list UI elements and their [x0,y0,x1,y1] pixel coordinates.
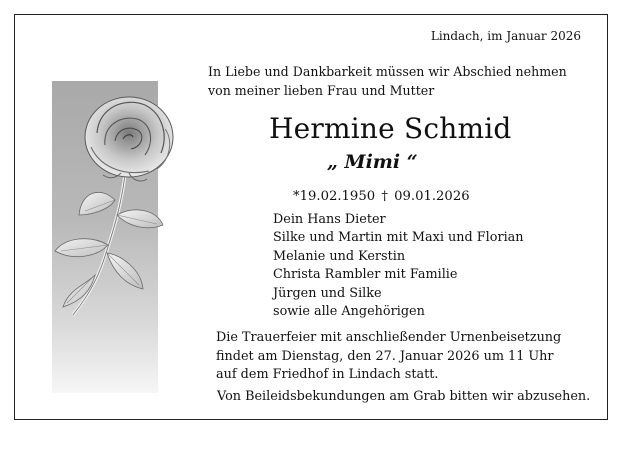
rose-icon [29,75,189,325]
mourner-line: Christa Rambler mit Familie [273,267,458,283]
mourner-line: Jürgen und Silke [273,285,382,301]
funeral-info [216,329,561,385]
funeral-line: auf dem Friedhof in Lindach statt. [216,367,439,383]
mourners-list [273,211,524,321]
mourner-line: Silke und Martin mit Maxi und Florian [273,230,524,246]
place-date: Lindach, im Januar 2026 [430,29,581,43]
funeral-line: Die Trauerfeier mit anschließender Urnenbeisetzung [216,330,562,345]
mourner-line: Melanie und Kerstin [273,248,406,264]
deceased-name: Hermine Schmid [269,112,512,145]
obituary-card [14,14,608,420]
intro-text [208,63,567,100]
mourner-line: Dein Hans Dieter [273,212,386,227]
birth-date: *19.02.1950 [293,189,376,204]
intro-line: von meiner lieben Frau und Mutter [208,82,435,98]
mourner-line: sowie alle Angehörigen [273,304,425,320]
life-dates [293,189,470,204]
condolence-note: Von Beileidsbekundungen am Grab bitten wir abzusehen. [217,389,591,404]
funeral-line: findet am Dienstag, den 27. Januar 2026 um 11 Uhr [216,348,554,364]
death-date: † 09.01.2026 [381,189,470,204]
intro-line: In Liebe und Dankbarkeit müssen wir Abschied nehmen [208,64,567,79]
nickname: „ Mimi “ [327,151,418,173]
